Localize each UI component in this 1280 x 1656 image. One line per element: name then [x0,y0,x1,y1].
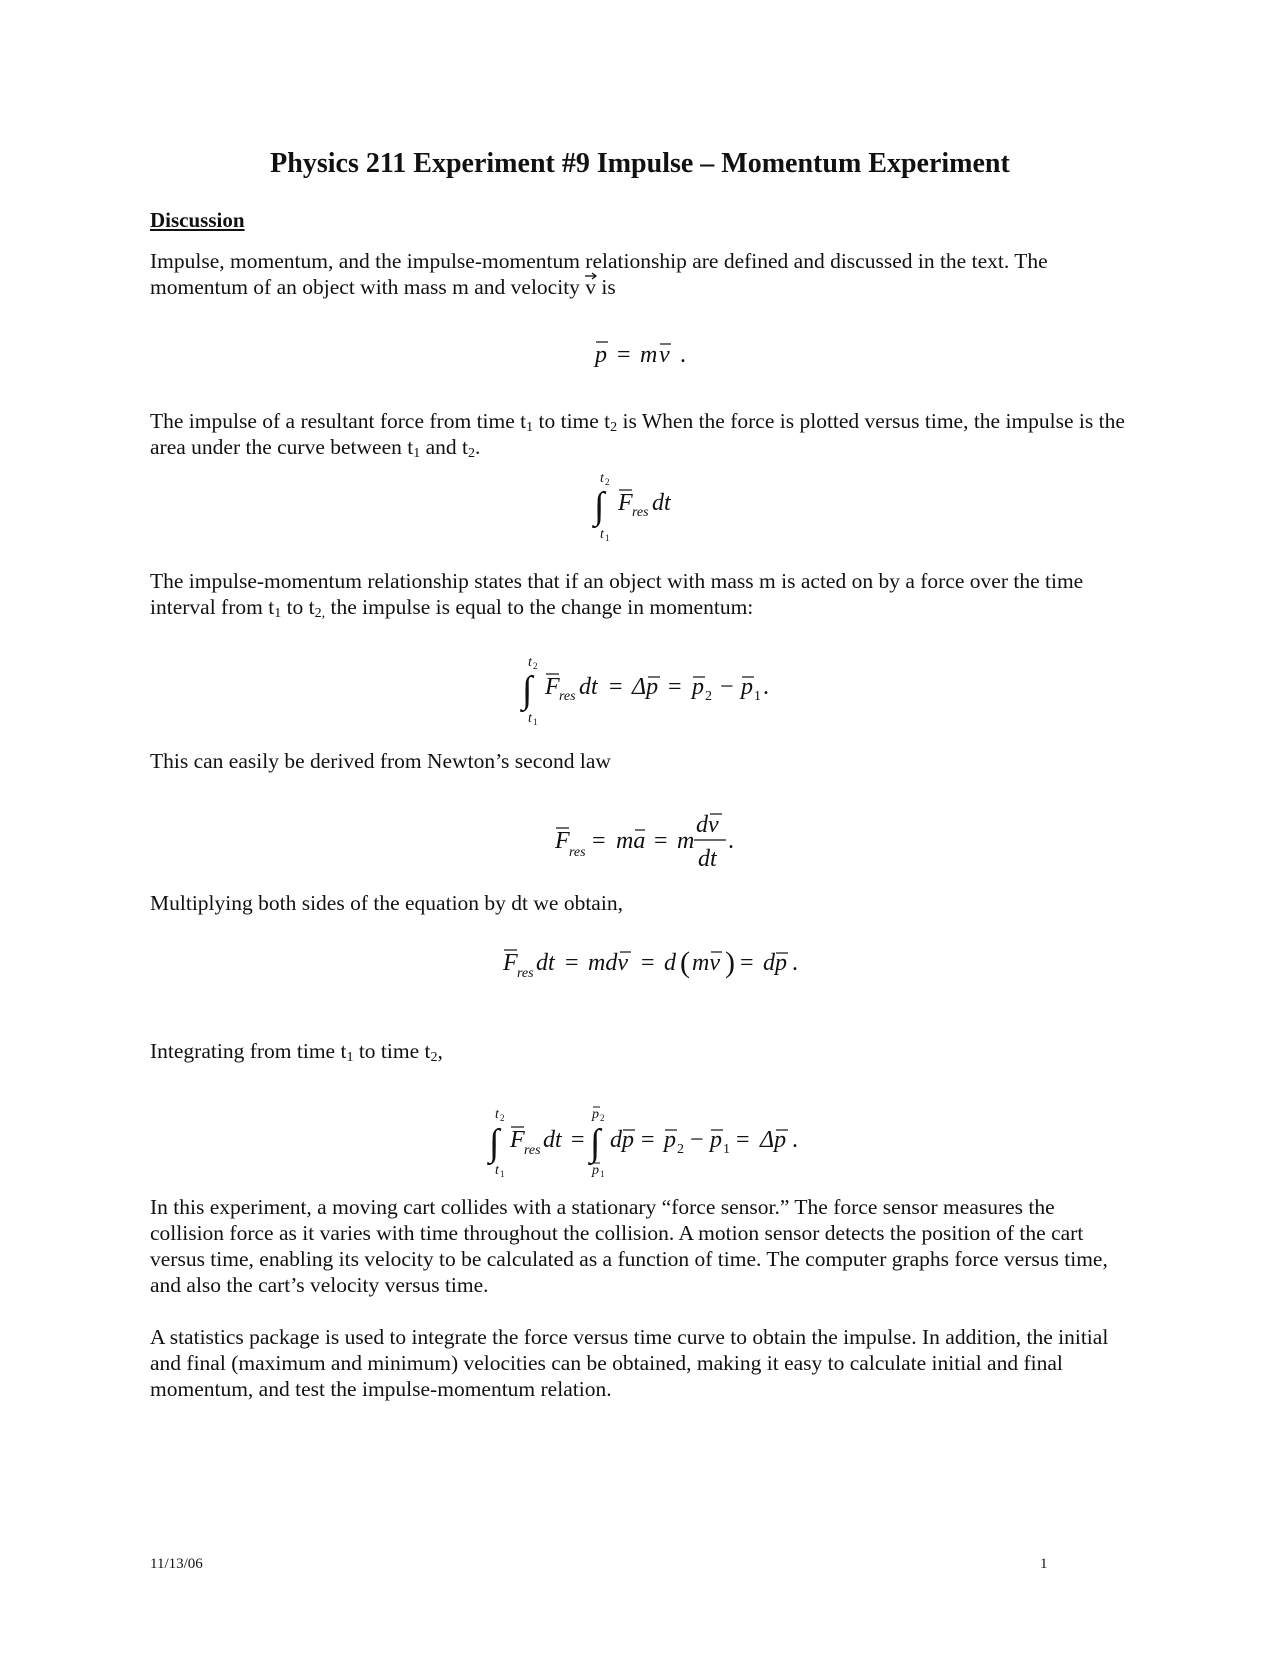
eq5-dt: dt [536,950,555,976]
eq6-lower-p-sub: 1 [600,1169,605,1179]
integral-sign-icon: ∫ [522,669,533,711]
paragraph-text: Impulse, momentum, and the impulse-momentum relationship are defined and discussed in the text. The momentum of an object with mass m and velocity [150,249,1048,299]
eq3-p1-sub: 1 [754,689,761,704]
footer-page-number: 1 [1040,1556,1048,1572]
paragraph-text: to time t [533,409,611,433]
paragraph-experiment-description: In this experiment, a moving cart collides with a stationary “force sensor.” The force sensor measures the collision force as it varies with time throughout the collision. A motion sensor detects the position of the cart versus time, enabling its velocity to be calculated as a function of time. The computer graphs force versus time, and also the cart’s velocity versus time. [150,1195,1108,1297]
paragraph-text: and t [420,435,469,459]
paragraph-text: The impulse-momentum relationship states that if an object with mass m is acted on by a force over the time interval from t [150,569,1084,619]
eq6-upper-limit: t [495,1107,499,1122]
eq3-p2: p [692,674,704,700]
eq5-group [502,946,798,981]
eq6-dt: dt [543,1127,562,1153]
eq4-period: . [728,828,734,854]
eq3-delta-p: Δp [632,674,659,700]
paragraph-text: , [437,1039,443,1063]
subscript: 2 [468,446,476,461]
eq4-dv: dv [696,812,719,838]
eq4-F: F [555,828,570,854]
eq3-lower-limit-sub: 1 [533,717,538,727]
eq1-m: m [640,342,658,368]
eq5-equals-2: = [641,950,655,976]
eq5-res: res [517,966,534,981]
eq3-minus: − [720,674,734,700]
eq3-upper-limit: t [528,655,532,670]
eq5-mv: mv [692,950,720,976]
eq6-upper-limit-sub: 2 [500,1113,505,1123]
paragraph-text: to time t [353,1039,431,1063]
eq5-equals-3: = [740,950,754,976]
eq6-p1-sub: 1 [723,1142,730,1157]
eq6-lower-limit-sub: 1 [500,1169,505,1179]
eq2-dt: dt [652,490,671,516]
eq3-group [520,655,769,727]
subscript: 2 [610,420,618,435]
subscript: 1 [346,1050,354,1065]
eq1-equals: = [617,342,631,368]
eq6-lower-p: p [592,1163,599,1178]
eq5-rparen: ) [725,946,735,979]
eq4-m: m [677,828,695,854]
eq5-d: d [664,950,676,976]
paragraph-text: The impulse of a resultant force from time t [150,409,527,433]
eq6-res: res [524,1143,541,1158]
eq3-p1: p [741,674,753,700]
subscript: 2, [314,606,326,621]
eq2-group [592,471,672,543]
eq6-p2-sub: 2 [677,1142,684,1157]
eq6-upper-p: p [592,1107,599,1122]
section-heading-discussion: Discussion [150,208,245,232]
eq4-equals-2: = [654,828,668,854]
subscript: 1 [274,606,282,621]
subscript: 1 [526,420,534,435]
velocity-letter: v [585,275,597,299]
eq6-minus: − [690,1127,704,1153]
integral-sign-icon: ∫ [594,485,605,527]
eq4-ma: ma [616,828,646,854]
eq5-F: F [503,950,518,976]
eq1-period: . [680,342,686,368]
eq6-upper-p-sub: 2 [600,1113,605,1123]
document-title: Physics 211 Experiment #9 Impulse – Momentum Experiment [270,148,1010,179]
eq6-equals-3: = [736,1127,750,1153]
eq3-F: F [545,674,560,700]
subscript: 1 [413,446,421,461]
footer-date: 11/13/06 [150,1556,203,1572]
subscript: 2 [430,1050,438,1065]
eq6-p2: p [664,1127,676,1153]
eq4-res: res [569,845,586,860]
paragraph-newton-second-law: This can easily be derived from Newton’s second law [150,749,611,773]
eq5-equals: = [565,950,579,976]
eq5-period: . [792,950,798,976]
eq2-lower-limit: t [600,527,604,542]
paragraph-impulse-momentum-relationship [150,568,1130,620]
eq3-equals-2: = [668,674,682,700]
eq2-res: res [632,505,649,520]
eq4-dt: dt [698,846,717,872]
eq6-dp: dp [610,1127,634,1153]
eq3-period: . [763,674,769,700]
eq6-group [487,1107,798,1179]
eq5-dp: dp [763,950,787,976]
eq6-equals: = [571,1127,585,1153]
integral-sign-icon: ∫ [590,1122,601,1164]
eq3-p2-sub: 2 [705,689,712,704]
eq3-res: res [559,689,576,704]
paragraph-text: is [601,275,616,299]
eq6-equals-2: = [641,1127,655,1153]
paragraph-text: Integrating from time t [150,1039,347,1063]
paragraph-text: to t [281,595,315,619]
paragraph-statistics-package: A statistics package is used to integrate the force versus time curve to obtain the impulse. In addition, the initial and final (maximum and minimum) velocities can be obtained, making it easy to calculate initial and final momentum, and test the impulse-momentum relation. [150,1325,1109,1401]
eq6-lower-limit: t [495,1163,499,1178]
integral-sign-icon: ∫ [489,1122,500,1164]
eq4-equals: = [592,828,606,854]
eq1-p: p [595,342,607,368]
paragraph-impulse-definition: The impulse of a resultant force from time $t_1$ to time $t_2$ is When the force is plotted versus time, the impulse is the area under the curve between $t_1$ and $t_2$. [150,409,1125,461]
eq6-delta-p: Δp [760,1127,787,1153]
eq1-v: v [659,342,670,368]
paragraph-text: is When the force is plotted versus time, the impulse is the area under the curve between t [150,409,1125,459]
paragraph-integrating [150,1038,1130,1064]
eq2-upper-limit: t [600,471,604,486]
eq2-lower-limit-sub: 1 [605,533,610,543]
eq5-lparen: ( [680,946,690,979]
eq2-upper-limit-sub: 2 [605,477,610,487]
paragraph-text: the impulse is equal to the change in momentum: [325,595,754,619]
eq6-period: . [792,1127,798,1153]
eq5-mdv: mdv [588,950,628,976]
eq3-lower-limit: t [528,711,532,726]
eq3-upper-limit-sub: 2 [533,661,538,671]
eq1-group [593,342,686,368]
eq6-F: F [510,1127,525,1153]
eq2-F: F [618,490,633,516]
eq4-group [554,812,734,872]
eq3-equals: = [609,674,623,700]
eq3-dt: dt [579,674,598,700]
paragraph-multiplying: Multiplying both sides of the equation by dt we obtain, [150,891,623,915]
eq6-p1: p [710,1127,722,1153]
